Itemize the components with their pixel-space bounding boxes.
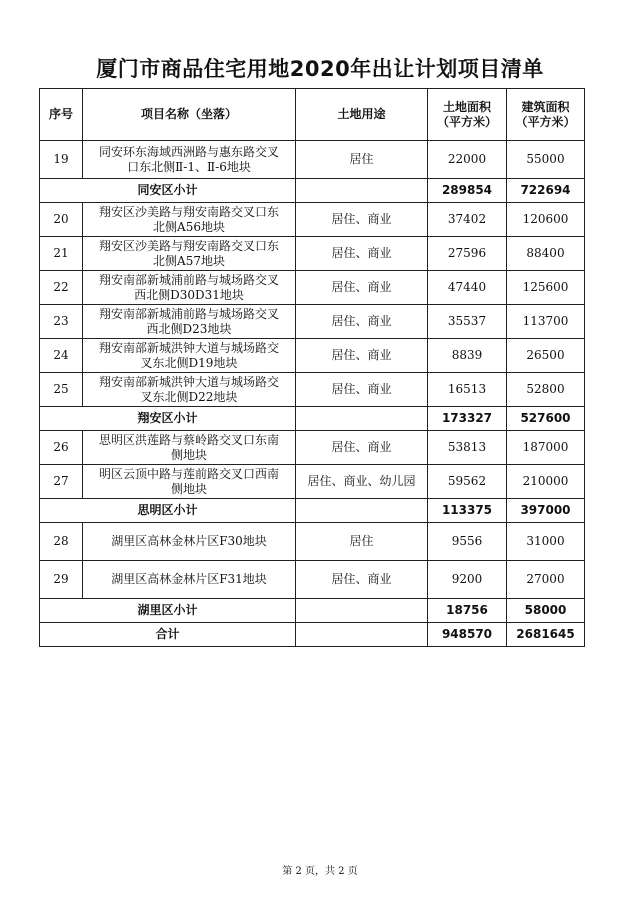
- subtotal-row: [40, 599, 585, 623]
- subtotal-land-area: 113375: [428, 499, 507, 523]
- row-build-area: 125600: [507, 271, 585, 305]
- row-use: 居住、商业: [296, 561, 428, 599]
- subtotal-land-area: 173327: [428, 407, 507, 431]
- header-build-area: [507, 89, 585, 141]
- row-no: 21: [40, 237, 83, 271]
- table-row: [40, 203, 585, 237]
- row-use: 居住、商业: [296, 431, 428, 465]
- row-land-area: 8839: [428, 339, 507, 373]
- row-build-area: 31000: [507, 523, 585, 561]
- row-name: [83, 203, 296, 237]
- row-name: [83, 141, 296, 179]
- row-use: 居住、商业: [296, 203, 428, 237]
- row-name-line2: 西北侧D23地块: [146, 321, 232, 336]
- row-name: [83, 237, 296, 271]
- row-build-area: 26500: [507, 339, 585, 373]
- grand-total-label: 合计: [40, 623, 296, 647]
- table-row: [40, 431, 585, 465]
- row-build-area: 187000: [507, 431, 585, 465]
- table-row: [40, 141, 585, 179]
- row-name-line2: 侧地块: [170, 447, 207, 462]
- row-use: 居住、商业: [296, 373, 428, 407]
- row-name-line1: 思明区洪莲路与蔡岭路交叉口东南: [98, 432, 279, 447]
- header-build-area-line1: 建筑面积: [521, 99, 570, 114]
- table-row: [40, 237, 585, 271]
- row-no: 25: [40, 373, 83, 407]
- row-land-area: 47440: [428, 271, 507, 305]
- row-name-line2: 口东北侧Ⅱ-1、Ⅱ-6地块: [127, 159, 251, 174]
- row-build-area: 210000: [507, 465, 585, 499]
- subtotal-row: [40, 179, 585, 203]
- subtotal-build-area: 397000: [507, 499, 585, 523]
- header-land-area-line1: 土地面积: [442, 99, 491, 114]
- row-no: 24: [40, 339, 83, 373]
- row-land-area: 37402: [428, 203, 507, 237]
- subtotal-build-area: 527600: [507, 407, 585, 431]
- subtotal-row: [40, 499, 585, 523]
- subtotal-land-area: 289854: [428, 179, 507, 203]
- row-name: [83, 271, 296, 305]
- row-name-line1: 翔安区沙美路与翔安南路交叉口东: [98, 204, 279, 219]
- subtotal-label: 同安区小计: [40, 179, 296, 203]
- page-number-footer: 第 2 页，共 2 页: [282, 866, 358, 877]
- row-name-line2: 北侧A56地块: [153, 219, 225, 234]
- subtotal-label: 翔安区小计: [40, 407, 296, 431]
- table-row: [40, 339, 585, 373]
- row-build-area: 55000: [507, 141, 585, 179]
- grand-total-row: [40, 623, 585, 647]
- subtotal-label: 湖里区小计: [40, 599, 296, 623]
- row-name-line1: 翔安南部新城浦前路与城场路交叉: [98, 306, 279, 321]
- header-name: 项目名称（坐落）: [83, 89, 296, 141]
- row-use: 居住、商业: [296, 271, 428, 305]
- row-name: [83, 373, 296, 407]
- subtotal-label: 思明区小计: [40, 499, 296, 523]
- row-land-area: 22000: [428, 141, 507, 179]
- table-row: [40, 523, 585, 561]
- table-header-row: [40, 89, 585, 141]
- table-row: [40, 271, 585, 305]
- subtotal-use: [296, 499, 428, 523]
- row-name-line1: 翔安区沙美路与翔安南路交叉口东: [98, 238, 279, 253]
- row-name: [83, 431, 296, 465]
- row-name-line2: 叉东北侧D22地块: [140, 389, 238, 404]
- subtotal-row: [40, 407, 585, 431]
- row-use: 居住: [296, 141, 428, 179]
- grand-total-use: [296, 623, 428, 647]
- table-row: [40, 465, 585, 499]
- subtotal-use: [296, 599, 428, 623]
- row-name-line1: 翔安南部新城洪钟大道与城场路交: [98, 374, 279, 389]
- row-land-area: 27596: [428, 237, 507, 271]
- grand-total-build-area: 2681645: [507, 623, 585, 647]
- grand-total-land-area: 948570: [428, 623, 507, 647]
- row-use: 居住、商业: [296, 305, 428, 339]
- row-land-area: 9200: [428, 561, 507, 599]
- row-no: 27: [40, 465, 83, 499]
- document-title: 厦门市商品住宅用地2020年出让计划项目清单: [96, 57, 544, 81]
- row-use: 居住、商业: [296, 237, 428, 271]
- row-land-area: 35537: [428, 305, 507, 339]
- row-no: 22: [40, 271, 83, 305]
- row-name: 湖里区高林金林片区F30地块: [83, 523, 296, 561]
- subtotal-land-area: 18756: [428, 599, 507, 623]
- row-no: 26: [40, 431, 83, 465]
- row-use: 居住、商业、幼儿园: [296, 465, 428, 499]
- row-no: 29: [40, 561, 83, 599]
- header-build-area-line2: （平方米）: [515, 114, 576, 129]
- table-row: [40, 561, 585, 599]
- header-no: 序号: [40, 89, 83, 141]
- row-land-area: 9556: [428, 523, 507, 561]
- row-build-area: 27000: [507, 561, 585, 599]
- row-name: [83, 465, 296, 499]
- land-plan-table: [39, 88, 585, 647]
- row-name: [83, 305, 296, 339]
- row-build-area: 120600: [507, 203, 585, 237]
- row-no: 23: [40, 305, 83, 339]
- row-use: 居住: [296, 523, 428, 561]
- table-row: [40, 373, 585, 407]
- row-use: 居住、商业: [296, 339, 428, 373]
- row-name: [83, 339, 296, 373]
- header-land-area-line2: （平方米）: [436, 114, 497, 129]
- row-name-line2: 侧地块: [170, 481, 207, 496]
- row-name: 湖里区高林金林片区F31地块: [83, 561, 296, 599]
- row-land-area: 16513: [428, 373, 507, 407]
- subtotal-build-area: 722694: [507, 179, 585, 203]
- header-use: 土地用途: [296, 89, 428, 141]
- subtotal-use: [296, 179, 428, 203]
- row-name-line1: 翔安南部新城洪钟大道与城场路交: [98, 340, 279, 355]
- subtotal-use: [296, 407, 428, 431]
- row-build-area: 52800: [507, 373, 585, 407]
- row-name-line1: 翔安南部新城浦前路与城场路交叉: [98, 272, 279, 287]
- row-name-line2: 叉东北侧D19地块: [140, 355, 238, 370]
- subtotal-build-area: 58000: [507, 599, 585, 623]
- table-row: [40, 305, 585, 339]
- row-name-line1: 明区云顶中路与莲前路交叉口西南: [98, 466, 279, 481]
- header-land-area: [428, 89, 507, 141]
- row-name-line2: 北侧A57地块: [153, 253, 225, 268]
- row-no: 28: [40, 523, 83, 561]
- row-land-area: 53813: [428, 431, 507, 465]
- row-name-line1: 同安环东海域西洲路与惠东路交叉: [98, 144, 279, 159]
- row-no: 19: [40, 141, 83, 179]
- row-no: 20: [40, 203, 83, 237]
- row-land-area: 59562: [428, 465, 507, 499]
- row-build-area: 88400: [507, 237, 585, 271]
- row-name-line2: 西北侧D30D31地块: [134, 287, 244, 302]
- row-build-area: 113700: [507, 305, 585, 339]
